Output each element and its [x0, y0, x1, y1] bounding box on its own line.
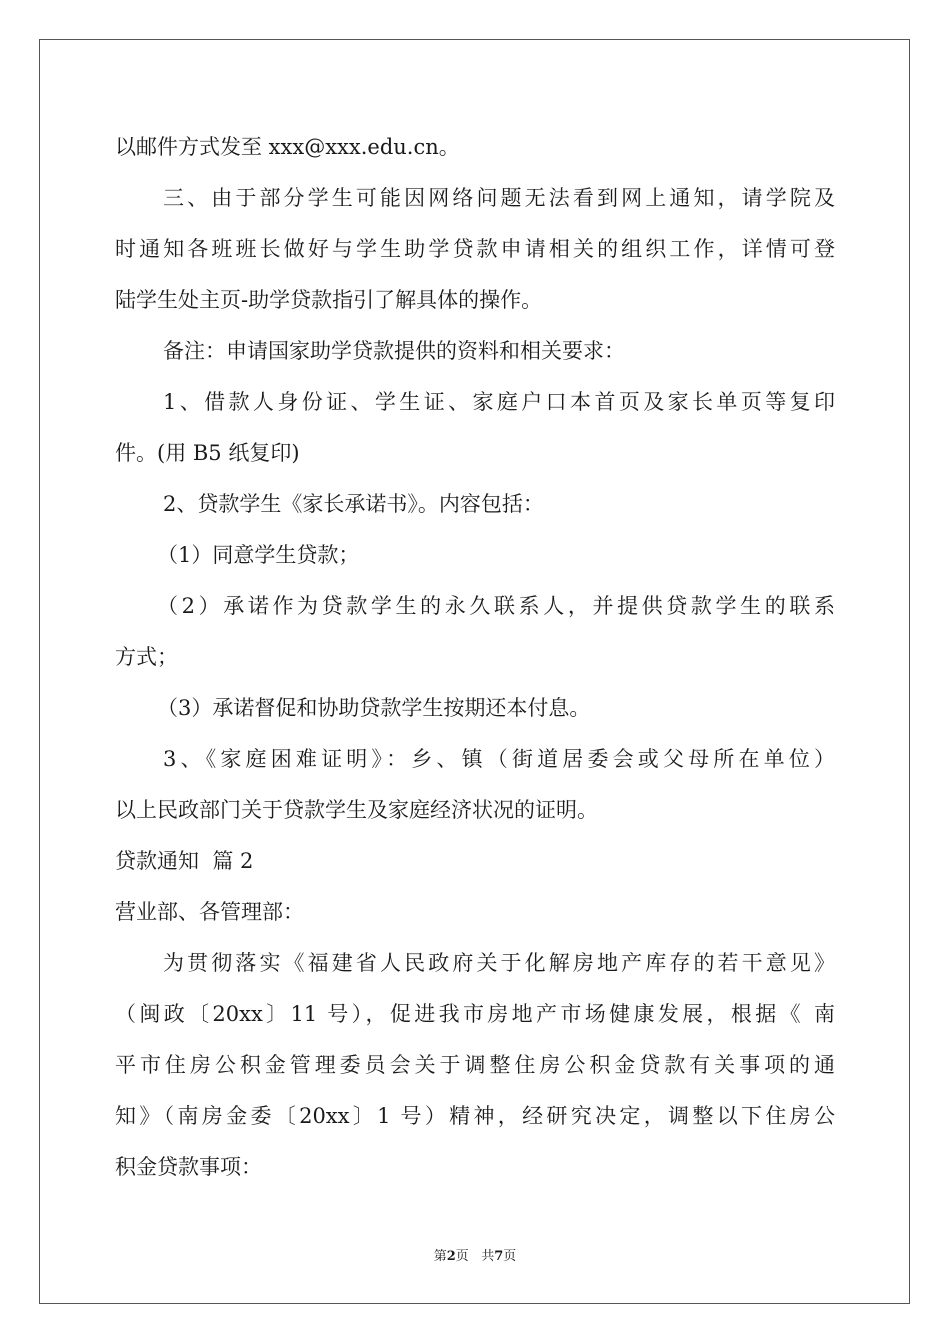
body-line: （2）承诺作为贷款学生的永久联系人，并提供贷款学生的联系: [157, 594, 835, 618]
section-heading: 贷款通知 篇 2: [115, 849, 254, 873]
body-line: 知》（南房金委〔20xx〕1 号）精神，经研究决定，调整以下住房公: [115, 1104, 835, 1128]
body-line: 备注：申请国家助学贷款提供的资料和相关要求：: [163, 339, 625, 363]
body-line: 件。(用 B5 纸复印): [115, 441, 300, 465]
footer-page-number: 2: [446, 1249, 456, 1264]
body-line: 积金贷款事项：: [115, 1155, 262, 1179]
footer-suffix: 页: [503, 1249, 517, 1264]
body-line: 1、借款人身份证、学生证、家庭户口本首页及家长单页等复印: [163, 390, 835, 414]
body-line: 以邮件方式发至 xxx@xxx.edu.cn。: [115, 135, 460, 159]
document-body: [115, 122, 835, 1193]
footer-total-pages: 7: [494, 1249, 504, 1264]
body-line: （闽政〔20xx〕11 号），促进我市房地产市场健康发展，根据《 南: [115, 1002, 835, 1026]
body-line: 以上民政部门关于贷款学生及家庭经济状况的证明。: [115, 798, 598, 822]
footer-middle: 页 共: [455, 1249, 495, 1264]
body-line: 三、由于部分学生可能因网络问题无法看到网上通知，请学院及: [163, 186, 835, 210]
body-line: 陆学生处主页-助学贷款指引了解具体的操作。: [115, 288, 543, 312]
salutation: 营业部、各管理部：: [115, 900, 304, 924]
body-line: 2、贷款学生《家长承诺书》。内容包括：: [163, 492, 544, 516]
body-line: 时通知各班班长做好与学生助学贷款申请相关的组织工作，详情可登: [115, 237, 835, 261]
body-line: 方式；: [115, 645, 178, 669]
page-footer: [0, 1245, 950, 1264]
footer-prefix: 第: [433, 1249, 447, 1264]
body-line: 平市住房公积金管理委员会关于调整住房公积金贷款有关事项的通: [115, 1053, 835, 1077]
body-line: 为贯彻落实《福建省人民政府关于化解房地产库存的若干意见》: [163, 951, 835, 975]
body-line: 3、《家庭困难证明》：乡、镇（街道居委会或父母所在单位）: [163, 747, 835, 771]
body-line: （1）同意学生贷款；: [157, 543, 360, 567]
body-line: （3）承诺督促和协助贷款学生按期还本付息。: [157, 696, 591, 720]
